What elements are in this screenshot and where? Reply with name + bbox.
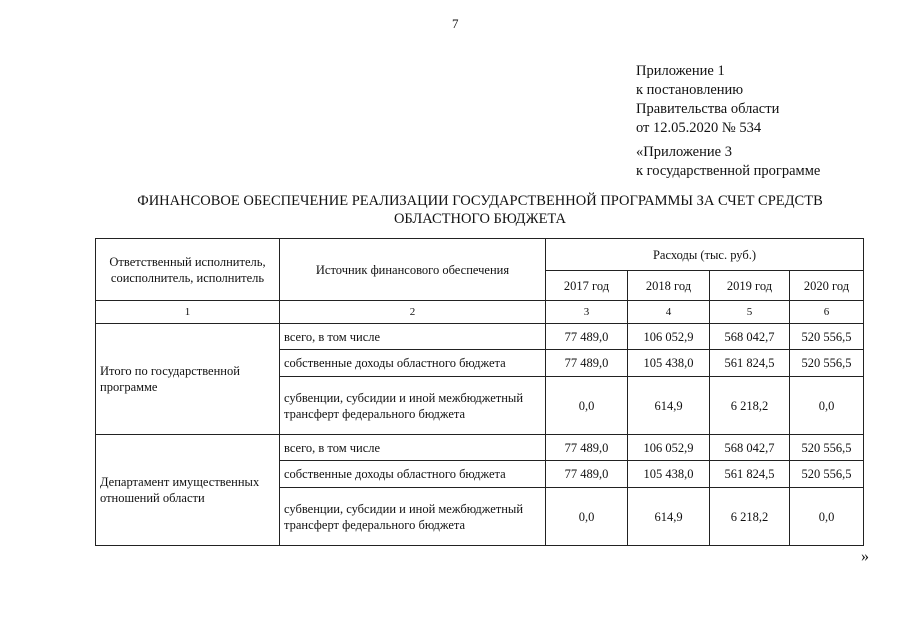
header-expenses: Расходы (тыс. руб.) (546, 239, 864, 271)
page-number: 7 (452, 16, 459, 31)
appendix-line: от 12.05.2020 № 534 (636, 120, 762, 136)
financing-table (95, 238, 864, 546)
source-cell: всего, в том числе (280, 435, 546, 461)
value-cell: 77 489,0 (546, 435, 628, 461)
value-cell: 105 438,0 (628, 350, 710, 377)
appendix-line: Приложение 1 (636, 63, 725, 79)
value-cell: 614,9 (628, 377, 710, 435)
value-cell: 520 556,5 (790, 461, 864, 488)
header-source: Источник финансового обеспечения (280, 239, 546, 301)
value-cell: 0,0 (546, 377, 628, 435)
appendix-line: к постановлению (636, 82, 744, 98)
value-cell: 568 042,7 (710, 324, 790, 350)
source-cell: собственные доходы областного бюджета (280, 461, 546, 488)
appendix-line: Правительства области (636, 101, 780, 117)
group-name: Итого по государственной программе (96, 324, 280, 435)
appendix-header (636, 62, 779, 138)
value-cell: 520 556,5 (790, 324, 864, 350)
value-cell: 0,0 (790, 488, 864, 546)
title-line: ФИНАНСОВОЕ ОБЕСПЕЧЕНИЕ РЕАЛИЗАЦИИ ГОСУДАРСТВЕННОЙ ПРОГРАММЫ ЗА СЧЕТ СРЕДСТВ (137, 193, 823, 209)
header-year: 2018 год (628, 271, 710, 301)
title-line: ОБЛАСТНОГО БЮДЖЕТА (393, 211, 567, 227)
source-cell: субвенции, субсидии и иной межбюджетный трансферт федерального бюджета (280, 377, 546, 435)
value-cell: 77 489,0 (546, 350, 628, 377)
closing-quote-mark: » (861, 548, 869, 565)
source-cell: субвенции, субсидии и иной межбюджетный трансферт федерального бюджета (280, 488, 546, 546)
value-cell: 568 042,7 (710, 435, 790, 461)
value-cell: 6 218,2 (710, 377, 790, 435)
header-year: 2020 год (790, 271, 864, 301)
value-cell: 0,0 (546, 488, 628, 546)
value-cell: 77 489,0 (546, 324, 628, 350)
table-row (96, 324, 864, 350)
header-year: 2019 год (710, 271, 790, 301)
value-cell: 6 218,2 (710, 488, 790, 546)
numbering-row (96, 301, 864, 324)
value-cell: 561 824,5 (710, 461, 790, 488)
group-name: Департамент имущественных отношений области (96, 435, 280, 546)
column-number: 5 (710, 301, 790, 324)
value-cell: 520 556,5 (790, 350, 864, 377)
column-number: 2 (280, 301, 546, 324)
value-cell: 106 052,9 (628, 435, 710, 461)
header-year: 2017 год (546, 271, 628, 301)
table-row (96, 435, 864, 461)
value-cell: 0,0 (790, 377, 864, 435)
column-number: 3 (546, 301, 628, 324)
source-cell: собственные доходы областного бюджета (280, 350, 546, 377)
column-number: 6 (790, 301, 864, 324)
appendix-inner-header (636, 143, 820, 181)
column-number: 1 (96, 301, 280, 324)
value-cell: 77 489,0 (546, 461, 628, 488)
value-cell: 105 438,0 (628, 461, 710, 488)
value-cell: 614,9 (628, 488, 710, 546)
header-responsible: Ответственный исполнитель, соисполнитель, исполнитель (96, 239, 280, 301)
document-title (95, 192, 865, 228)
appendix-inner-line: «Приложение 3 (636, 144, 732, 160)
value-cell: 520 556,5 (790, 435, 864, 461)
appendix-inner-line: к государственной программе (636, 163, 821, 179)
value-cell: 106 052,9 (628, 324, 710, 350)
value-cell: 561 824,5 (710, 350, 790, 377)
source-cell: всего, в том числе (280, 324, 546, 350)
column-number: 4 (628, 301, 710, 324)
